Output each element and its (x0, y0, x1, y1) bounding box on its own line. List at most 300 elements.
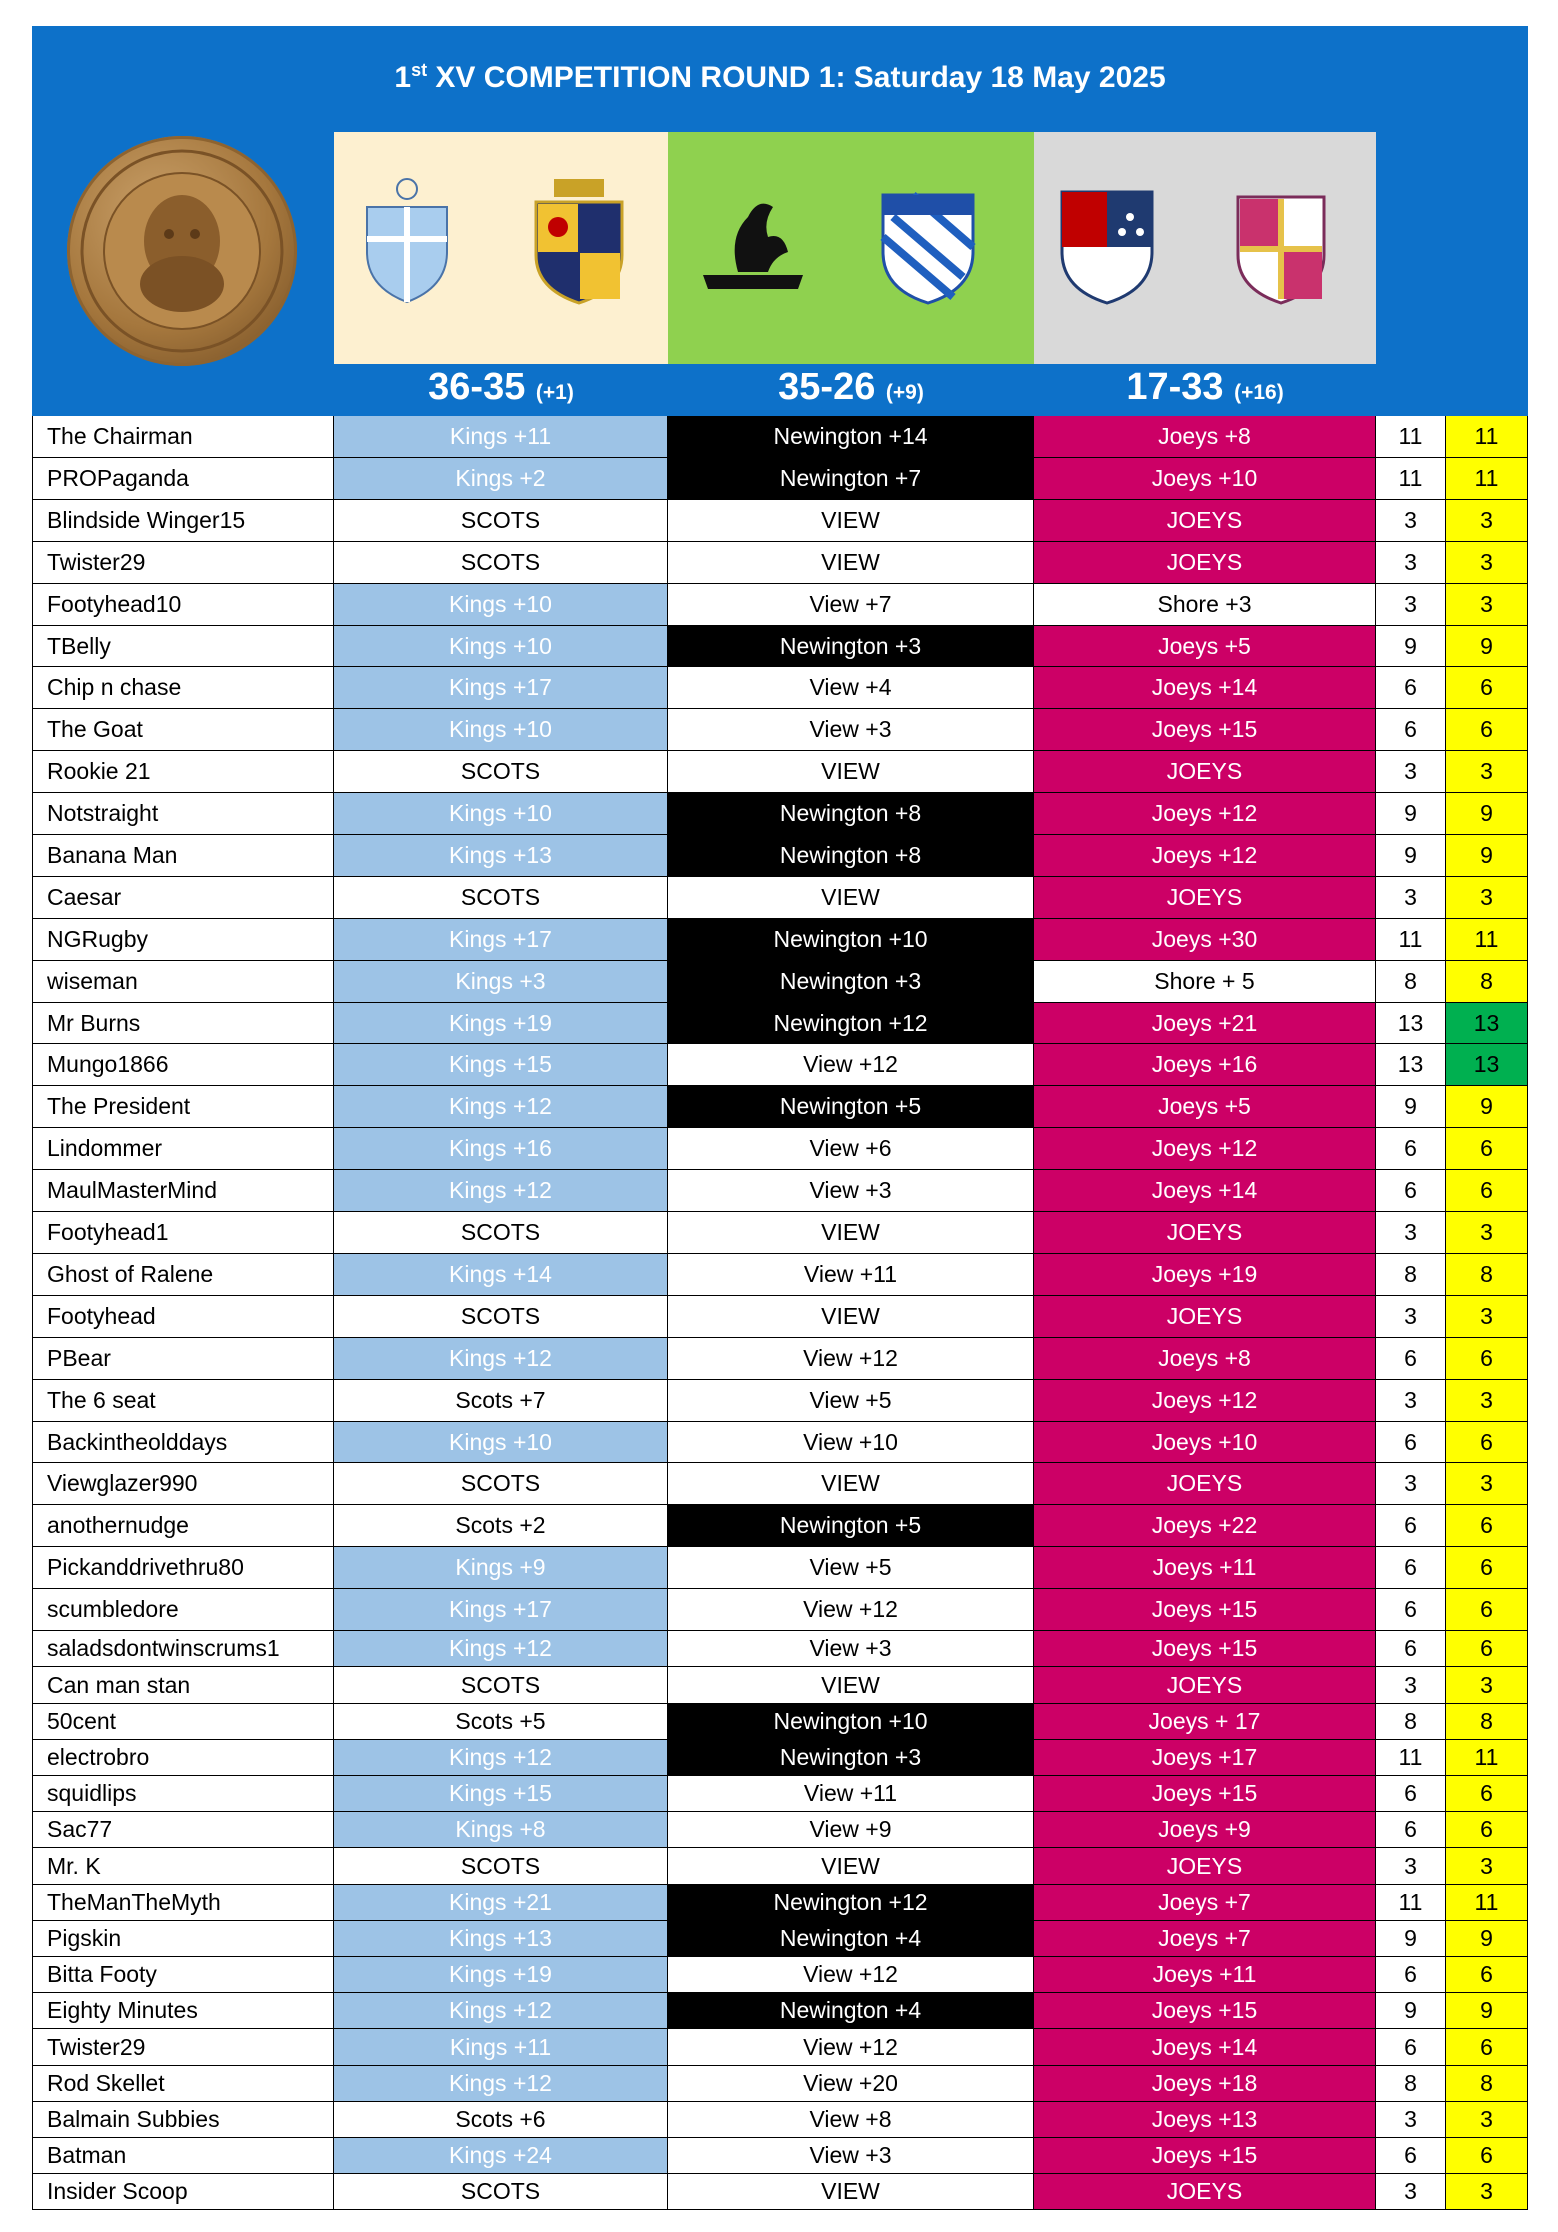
total-points: 11 (1446, 416, 1528, 458)
game-3-pick: Joeys +12 (1034, 1380, 1376, 1422)
tipster-name: Footyhead (32, 1296, 334, 1338)
title-ordinal-suffix: st (411, 60, 428, 80)
game-1-score (334, 362, 668, 412)
game-2-pick: View +10 (668, 1422, 1034, 1463)
total-points: 3 (1446, 877, 1528, 919)
table-row (32, 458, 1528, 500)
round-points: 6 (1376, 1957, 1446, 1993)
total-points: 8 (1446, 1254, 1528, 1296)
game-3-crest-panel (1034, 132, 1376, 364)
table-row (32, 1422, 1528, 1463)
table-row (32, 1812, 1528, 1848)
round-points: 3 (1376, 584, 1446, 626)
table-row (32, 1003, 1528, 1044)
game-3-pick: Joeys +18 (1034, 2066, 1376, 2102)
tipster-name: Pickanddrivethru80 (32, 1547, 334, 1589)
game-3-pick: Shore +3 (1034, 584, 1376, 626)
game-3-pick: Joeys +14 (1034, 667, 1376, 709)
tipster-name: anothernudge (32, 1505, 334, 1547)
round-points: 3 (1376, 1380, 1446, 1422)
game-3-pick: Joeys +13 (1034, 2102, 1376, 2138)
game-1-pick: Kings +12 (334, 1993, 668, 2029)
game-3-pick: Joeys +10 (1034, 458, 1376, 500)
page-title (32, 60, 1528, 95)
tipster-name: Mr Burns (32, 1003, 334, 1044)
total-points: 3 (1446, 751, 1528, 793)
total-points: 9 (1446, 1086, 1528, 1128)
title-text: XV COMPETITION ROUND 1: Saturday 18 May 2025 (427, 61, 1166, 94)
total-points: 11 (1446, 1885, 1528, 1921)
game-2-pick: VIEW (668, 2174, 1034, 2210)
game-2-pick: Newington +3 (668, 626, 1034, 667)
game-3-pick: Joeys +10 (1034, 1422, 1376, 1463)
game-2-pick: Newington +8 (668, 835, 1034, 877)
table-row (32, 1296, 1528, 1338)
tipster-name: Notstraight (32, 793, 334, 835)
round-points: 9 (1376, 793, 1446, 835)
round-points: 11 (1376, 458, 1446, 500)
tipster-name: Ghost of Ralene (32, 1254, 334, 1296)
table-row (32, 1547, 1528, 1589)
total-points: 6 (1446, 2029, 1528, 2066)
game-3-pick: Joeys +17 (1034, 1740, 1376, 1776)
game-1-pick: Kings +24 (334, 2138, 668, 2174)
total-points: 6 (1446, 709, 1528, 751)
tipster-name: Banana Man (32, 835, 334, 877)
total-points: 11 (1446, 919, 1528, 961)
total-points: 8 (1446, 1704, 1528, 1740)
game-3-pick: Joeys +12 (1034, 793, 1376, 835)
game-3-pick: Joeys +9 (1034, 1812, 1376, 1848)
game-2-pick: View +11 (668, 1254, 1034, 1296)
shore-crest-icon (1052, 177, 1162, 307)
game-2-score-value: 35-26 (778, 366, 876, 408)
round-points: 6 (1376, 1812, 1446, 1848)
total-points: 6 (1446, 1170, 1528, 1212)
table-row (32, 1463, 1528, 1505)
game-3-pick: Joeys +12 (1034, 835, 1376, 877)
total-points: 3 (1446, 1667, 1528, 1704)
total-points: 6 (1446, 1422, 1528, 1463)
game-2-pick: Newington +5 (668, 1086, 1034, 1128)
round-points: 3 (1376, 1296, 1446, 1338)
game-2-pick: View +3 (668, 1170, 1034, 1212)
game-2-pick: View +5 (668, 1380, 1034, 1422)
round-points: 3 (1376, 500, 1446, 542)
scots-college-crest-icon (524, 177, 634, 307)
game-3-pick: Joeys +30 (1034, 919, 1376, 961)
game-1-pick: Kings +12 (334, 1170, 668, 1212)
table-row (32, 416, 1528, 458)
table-row (32, 542, 1528, 584)
game-2-pick: VIEW (668, 1667, 1034, 1704)
total-points: 3 (1446, 2174, 1528, 2210)
tipster-name: Eighty Minutes (32, 1993, 334, 2029)
game-2-pick: VIEW (668, 542, 1034, 584)
total-points: 3 (1446, 1380, 1528, 1422)
total-points: 3 (1446, 584, 1528, 626)
game-3-score (1034, 362, 1376, 412)
game-1-pick: Kings +13 (334, 835, 668, 877)
game-2-pick: View +12 (668, 1957, 1034, 1993)
table-row (32, 1667, 1528, 1704)
game-1-pick: SCOTS (334, 1463, 668, 1505)
game-1-pick: Kings +10 (334, 709, 668, 751)
round-points: 8 (1376, 961, 1446, 1003)
game-2-pick: VIEW (668, 1212, 1034, 1254)
round-points: 6 (1376, 1776, 1446, 1812)
total-points: 6 (1446, 1338, 1528, 1380)
game-1-pick: Kings +12 (334, 1631, 668, 1667)
tipster-name: Pigskin (32, 1921, 334, 1957)
round-points: 6 (1376, 2029, 1446, 2066)
round-points: 9 (1376, 1086, 1446, 1128)
game-3-pick: Joeys +15 (1034, 1589, 1376, 1631)
round-points: 3 (1376, 1463, 1446, 1505)
tipster-name: NGRugby (32, 919, 334, 961)
round-points: 6 (1376, 1128, 1446, 1170)
table-row (32, 919, 1528, 961)
game-1-pick: Kings +17 (334, 919, 668, 961)
game-1-pick: Kings +17 (334, 1589, 668, 1631)
total-points: 9 (1446, 1993, 1528, 2029)
game-2-pick: View +8 (668, 2102, 1034, 2138)
total-points: 3 (1446, 500, 1528, 542)
game-1-pick: SCOTS (334, 500, 668, 542)
game-1-pick: Kings +12 (334, 2066, 668, 2102)
game-2-pick: VIEW (668, 500, 1034, 542)
tipster-name: Lindommer (32, 1128, 334, 1170)
game-1-pick: Kings +8 (334, 1812, 668, 1848)
total-points: 9 (1446, 626, 1528, 667)
round-points: 6 (1376, 1631, 1446, 1667)
tipster-name: The President (32, 1086, 334, 1128)
tipster-name: PROPaganda (32, 458, 334, 500)
game-1-pick: SCOTS (334, 1212, 668, 1254)
game-3-pick: Joeys +12 (1034, 1128, 1376, 1170)
game-1-pick: SCOTS (334, 542, 668, 584)
tipster-name: wiseman (32, 961, 334, 1003)
game-2-pick: Newington +10 (668, 1704, 1034, 1740)
game-3-pick: Joeys +14 (1034, 2029, 1376, 2066)
round-points: 9 (1376, 835, 1446, 877)
table-row (32, 1505, 1528, 1547)
game-3-pick: Joeys +15 (1034, 1993, 1376, 2029)
game-3-pick: Joeys +14 (1034, 1170, 1376, 1212)
game-3-score-value: 17-33 (1126, 366, 1224, 408)
game-2-pick: View +12 (668, 1044, 1034, 1086)
game-3-pick: Joeys +5 (1034, 1086, 1376, 1128)
table-row (32, 584, 1528, 626)
competition-sheet (32, 26, 1528, 2204)
total-points: 6 (1446, 1547, 1528, 1589)
game-2-pick: VIEW (668, 1463, 1034, 1505)
game-2-margin: (+9) (885, 381, 924, 404)
game-2-pick: VIEW (668, 1848, 1034, 1885)
game-3-margin: (+16) (1234, 381, 1284, 404)
tipster-name: Rookie 21 (32, 751, 334, 793)
game-3-pick: JOEYS (1034, 2174, 1376, 2210)
game-2-pick: Newington +12 (668, 1885, 1034, 1921)
game-1-pick: Scots +2 (334, 1505, 668, 1547)
game-2-pick: View +20 (668, 2066, 1034, 2102)
game-2-pick: View +12 (668, 1589, 1034, 1631)
game-2-pick: View +3 (668, 1631, 1034, 1667)
game-2-pick: Newington +14 (668, 416, 1034, 458)
total-points: 3 (1446, 1848, 1528, 1885)
game-1-pick: Kings +3 (334, 961, 668, 1003)
total-points: 9 (1446, 1921, 1528, 1957)
tipster-name: MaulMasterMind (32, 1170, 334, 1212)
round-points: 9 (1376, 1921, 1446, 1957)
game-1-pick: Kings +14 (334, 1254, 668, 1296)
table-row (32, 500, 1528, 542)
game-3-pick: JOEYS (1034, 500, 1376, 542)
total-points: 6 (1446, 1957, 1528, 1993)
game-1-pick: Scots +7 (334, 1380, 668, 1422)
game-3-pick: JOEYS (1034, 542, 1376, 584)
tipster-name: Twister29 (32, 2029, 334, 2066)
table-row (32, 2029, 1528, 2066)
tipster-name: scumbledore (32, 1589, 334, 1631)
table-row (32, 1128, 1528, 1170)
table-row (32, 1740, 1528, 1776)
table-row (32, 2138, 1528, 2174)
table-row (32, 1885, 1528, 1921)
game-2-pick: Newington +10 (668, 919, 1034, 961)
game-2-score (668, 362, 1034, 412)
round-points: 6 (1376, 709, 1446, 751)
round-points: 6 (1376, 1547, 1446, 1589)
total-points: 13 (1446, 1003, 1528, 1044)
game-3-pick: JOEYS (1034, 1667, 1376, 1704)
game-2-pick: Newington +4 (668, 1993, 1034, 2029)
game-1-pick: Kings +10 (334, 1422, 668, 1463)
table-row (32, 1957, 1528, 1993)
table-row (32, 1212, 1528, 1254)
game-3-pick: Joeys +8 (1034, 416, 1376, 458)
game-1-pick: Kings +15 (334, 1044, 668, 1086)
table-row (32, 961, 1528, 1003)
round-points: 6 (1376, 667, 1446, 709)
round-points: 11 (1376, 919, 1446, 961)
tipster-name: Blindside Winger15 (32, 500, 334, 542)
table-row (32, 2066, 1528, 2102)
game-1-pick: Kings +10 (334, 793, 668, 835)
tipster-name: PBear (32, 1338, 334, 1380)
game-1-pick: Kings +13 (334, 1921, 668, 1957)
table-row (32, 1631, 1528, 1667)
round-points: 13 (1376, 1044, 1446, 1086)
game-2-pick: Newington +3 (668, 961, 1034, 1003)
game-3-pick: Joeys +15 (1034, 1631, 1376, 1667)
tipster-name: Twister29 (32, 542, 334, 584)
round-points: 8 (1376, 2066, 1446, 2102)
game-1-pick: Kings +16 (334, 1128, 668, 1170)
game-3-pick: Joeys +11 (1034, 1957, 1376, 1993)
game-3-pick: JOEYS (1034, 751, 1376, 793)
round-points: 8 (1376, 1254, 1446, 1296)
game-1-margin: (+1) (535, 381, 574, 404)
game-1-pick: SCOTS (334, 1296, 668, 1338)
tipster-name: squidlips (32, 1776, 334, 1812)
total-points: 3 (1446, 1296, 1528, 1338)
round-points: 6 (1376, 1589, 1446, 1631)
tipster-name: The Goat (32, 709, 334, 751)
table-row (32, 877, 1528, 919)
game-1-pick: Kings +19 (334, 1003, 668, 1044)
game-2-pick: Newington +5 (668, 1505, 1034, 1547)
game-3-pick: Joeys + 17 (1034, 1704, 1376, 1740)
total-points: 8 (1446, 961, 1528, 1003)
total-points: 9 (1446, 835, 1528, 877)
tipster-name: The Chairman (32, 416, 334, 458)
game-1-pick: Kings +19 (334, 1957, 668, 1993)
total-points: 6 (1446, 1128, 1528, 1170)
table-row (32, 1086, 1528, 1128)
tipster-name: Can man stan (32, 1667, 334, 1704)
total-points: 3 (1446, 2102, 1528, 2138)
game-3-pick: JOEYS (1034, 1212, 1376, 1254)
tipster-name: TBelly (32, 626, 334, 667)
table-row (32, 626, 1528, 667)
total-points: 8 (1446, 2066, 1528, 2102)
round-points: 3 (1376, 2102, 1446, 2138)
game-2-pick: VIEW (668, 751, 1034, 793)
newington-griffin-crest-icon (698, 177, 808, 307)
seal-icon (67, 136, 297, 366)
game-1-pick: Scots +6 (334, 2102, 668, 2138)
round-points: 3 (1376, 751, 1446, 793)
game-1-pick: SCOTS (334, 877, 668, 919)
total-points: 6 (1446, 1505, 1528, 1547)
round-points: 3 (1376, 542, 1446, 584)
total-points: 3 (1446, 1463, 1528, 1505)
game-2-pick: View +7 (668, 584, 1034, 626)
game-3-pick: Joeys +8 (1034, 1338, 1376, 1380)
table-row (32, 1254, 1528, 1296)
table-row (32, 1338, 1528, 1380)
game-1-pick: Scots +5 (334, 1704, 668, 1740)
table-row (32, 793, 1528, 835)
game-3-pick: Joeys +15 (1034, 1776, 1376, 1812)
table-row (32, 1993, 1528, 2029)
table-row (32, 667, 1528, 709)
game-1-crest-panel (334, 132, 701, 364)
game-1-pick: Kings +12 (334, 1086, 668, 1128)
round-points: 11 (1376, 1885, 1446, 1921)
game-3-pick: Joeys +7 (1034, 1885, 1376, 1921)
game-1-pick: SCOTS (334, 2174, 668, 2210)
round-points: 3 (1376, 2174, 1446, 2210)
total-points: 9 (1446, 793, 1528, 835)
game-2-pick: View +5 (668, 1547, 1034, 1589)
table-row (32, 1380, 1528, 1422)
game-3-pick: Joeys +19 (1034, 1254, 1376, 1296)
round-points: 6 (1376, 1422, 1446, 1463)
game-3-pick: JOEYS (1034, 877, 1376, 919)
round-points: 11 (1376, 416, 1446, 458)
game-3-pick: JOEYS (1034, 1296, 1376, 1338)
tipster-name: electrobro (32, 1740, 334, 1776)
round-points: 3 (1376, 1212, 1446, 1254)
table-row (32, 1170, 1528, 1212)
table-row (32, 1589, 1528, 1631)
game-2-pick: View +12 (668, 2029, 1034, 2066)
tipster-name: Chip n chase (32, 667, 334, 709)
tipster-name: Mr. K (32, 1848, 334, 1885)
game-3-pick: Joeys +15 (1034, 2138, 1376, 2174)
game-2-pick: View +12 (668, 1338, 1034, 1380)
tipster-name: Bitta Footy (32, 1957, 334, 1993)
total-points: 13 (1446, 1044, 1528, 1086)
game-2-pick: View +3 (668, 2138, 1034, 2174)
game-1-pick: Kings +10 (334, 626, 668, 667)
game-3-pick: Joeys +15 (1034, 709, 1376, 751)
game-3-pick: JOEYS (1034, 1848, 1376, 1885)
table-row (32, 835, 1528, 877)
tipster-name: saladsdontwinscrums1 (32, 1631, 334, 1667)
game-3-pick: Joeys +21 (1034, 1003, 1376, 1044)
game-2-pick: View +9 (668, 1812, 1034, 1848)
game-2-pick: VIEW (668, 877, 1034, 919)
table-row (32, 1776, 1528, 1812)
header-banner (32, 26, 1528, 416)
tipster-name: Insider Scoop (32, 2174, 334, 2210)
total-points: 6 (1446, 2138, 1528, 2174)
game-1-pick: Kings +17 (334, 667, 668, 709)
round-points: 9 (1376, 1993, 1446, 2029)
game-3-pick: Joeys +7 (1034, 1921, 1376, 1957)
game-3-pick: Joeys +22 (1034, 1505, 1376, 1547)
game-2-pick: Newington +12 (668, 1003, 1034, 1044)
game-2-pick: View +6 (668, 1128, 1034, 1170)
total-points: 6 (1446, 1812, 1528, 1848)
tipster-name: Rod Skellet (32, 2066, 334, 2102)
total-points: 3 (1446, 1212, 1528, 1254)
table-row (32, 1921, 1528, 1957)
table-row (32, 1848, 1528, 1885)
game-2-pick: Newington +8 (668, 793, 1034, 835)
game-3-pick: Joeys +11 (1034, 1547, 1376, 1589)
table-row (32, 2102, 1528, 2138)
round-points: 6 (1376, 1170, 1446, 1212)
game-2-pick: View +3 (668, 709, 1034, 751)
round-points: 11 (1376, 1740, 1446, 1776)
game-3-pick: Joeys +16 (1034, 1044, 1376, 1086)
game-1-pick: Kings +2 (334, 458, 668, 500)
game-1-pick: Kings +12 (334, 1338, 668, 1380)
game-2-pick: Newington +7 (668, 458, 1034, 500)
total-points: 11 (1446, 1740, 1528, 1776)
game-1-pick: Kings +11 (334, 416, 668, 458)
tipster-name: Mungo1866 (32, 1044, 334, 1086)
tipster-name: Viewglazer990 (32, 1463, 334, 1505)
game-1-pick: SCOTS (334, 1848, 668, 1885)
total-points: 11 (1446, 458, 1528, 500)
round-points: 6 (1376, 1338, 1446, 1380)
game-3-pick: JOEYS (1034, 1463, 1376, 1505)
total-points: 6 (1446, 1589, 1528, 1631)
game-1-pick: Kings +15 (334, 1776, 668, 1812)
round-points: 6 (1376, 1505, 1446, 1547)
game-2-pick: Newington +4 (668, 1921, 1034, 1957)
total-points: 6 (1446, 1776, 1528, 1812)
round-points: 3 (1376, 877, 1446, 919)
table-row (32, 751, 1528, 793)
round-points: 3 (1376, 1848, 1446, 1885)
round-points: 13 (1376, 1003, 1446, 1044)
